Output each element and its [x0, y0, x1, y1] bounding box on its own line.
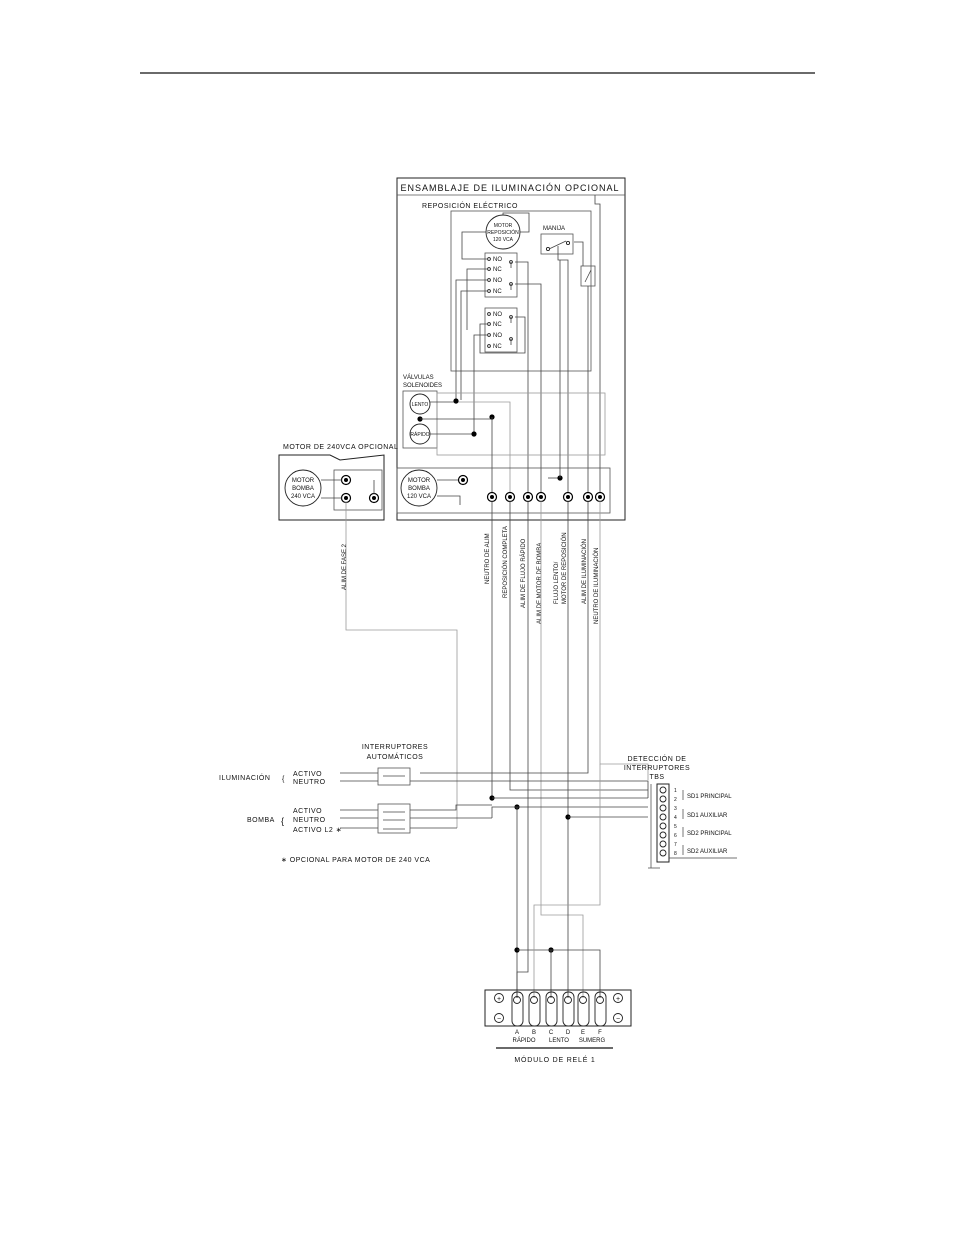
phase-2-label: ALIM DE FASE 2 [342, 543, 348, 590]
reset-relay-2 [485, 308, 517, 352]
relay-terminals [512, 992, 606, 1026]
lighting-active: ACTIVO [293, 771, 323, 778]
tbs-terminal-1: 1 [674, 788, 677, 794]
relay-module [485, 990, 631, 1064]
svg-text:NC: NC [493, 289, 502, 295]
pump-active: ACTIVO [293, 808, 323, 815]
wire-label-full-reset: REPOSICIÓN COMPLETA [503, 526, 509, 598]
optional-lighting-assembly [397, 178, 625, 520]
tbs-terminal-5: 5 [674, 824, 677, 830]
svg-text:NO: NO [493, 257, 502, 263]
lighting-assembly-title: ENSAMBLAJE DE ILUMINACIÓN OPCIONAL [400, 183, 620, 193]
manual-switch [541, 234, 573, 254]
relay-letter-a: A [514, 1030, 520, 1036]
tbs-terminal-2: 2 [674, 797, 677, 803]
pump-label: BOMBA [247, 817, 275, 824]
relay-letter-c: C [548, 1030, 554, 1036]
svg-text:NC: NC [493, 322, 502, 328]
svg-text:NC: NC [493, 344, 502, 350]
reset-motor-line-3: 120 VCA [492, 237, 514, 243]
reset-motor-line-1: MOTOR [493, 223, 513, 229]
slow-valve-label: LENTO [411, 402, 429, 408]
svg-text:+: + [496, 996, 502, 1003]
tbs-terminal-6: 6 [674, 833, 677, 839]
wire-label-reset-motor: MOTOR DE REPOSICIÓN [562, 532, 568, 604]
tbs-terminal-4: 4 [674, 815, 677, 821]
pump-motor-120-line-1: MOTOR [407, 478, 431, 484]
valves-label-line-2: SOLENOIDES [403, 383, 443, 389]
pump-motor-240-line-3: 240 VCA [290, 494, 316, 500]
relay-letter-b: B [531, 1030, 537, 1036]
svg-text:+: + [615, 996, 621, 1003]
lighting-brace: { [282, 776, 285, 783]
pump-motor-240-line-2: BOMBA [292, 486, 314, 492]
valves-label-line-1: VÁLVULAS [403, 375, 434, 381]
fast-valve-label: RÁPIDO [410, 432, 430, 438]
relay-word-fast: RÁPIDO [512, 1038, 536, 1044]
pump-active-l2: ACTIVO L2 ∗ [293, 827, 343, 834]
lighting-neutral: NEUTRO [293, 779, 326, 786]
pump-motor-120-line-3: 120 VCA [406, 494, 432, 500]
reset-motor-line-2: REPOSICIÓN [487, 230, 519, 236]
tbs-terminal-7: 7 [674, 842, 677, 848]
switch-detection [624, 754, 737, 868]
detection-title-line-2: INTERRUPTORES [623, 765, 691, 772]
svg-text:−: − [615, 1016, 621, 1023]
pump-neutral: NEUTRO [293, 817, 326, 824]
wire-labels [485, 526, 600, 624]
wire-label-pump-motor: ALIM DE MOTOR DE BOMBA [537, 542, 543, 624]
svg-text:NC: NC [493, 267, 502, 273]
relay-module-body [485, 990, 631, 1026]
tbs-terminal-3: 3 [674, 806, 677, 812]
wire-label-fast-flow: ALIM DE FLUJO RÁPIDO [521, 538, 527, 608]
lighting-breaker [378, 768, 410, 785]
pump-motor-120-line-2: BOMBA [408, 486, 430, 492]
relay-module-title: MÓDULO DE RELÉ 1 [514, 1057, 596, 1064]
wire-label-neutral: NEUTRO DE ALIM [485, 533, 491, 584]
relay-word-slow: LENTO [549, 1038, 569, 1044]
pump-brace: { [281, 816, 285, 826]
pump-motor-240-line-1: MOTOR [291, 478, 315, 484]
detection-title-line-3: TBS [649, 774, 665, 781]
sd1-principal: SD1 PRINCIPAL [687, 794, 732, 800]
sd2-principal: SD2 PRINCIPAL [687, 831, 732, 837]
circuit-breakers [219, 744, 430, 864]
wire-label-lighting-neutral: NEUTRO DE ILUMINACIÓN [594, 547, 600, 624]
svg-text:NO: NO [493, 312, 502, 318]
lighting-label: ILUMINACIÓN [219, 775, 271, 782]
relay-word-submerge: SUMERG [578, 1038, 606, 1044]
breakers-title-line-1: INTERRUPTORES [361, 744, 429, 751]
tbs-terminal-8: 8 [674, 851, 677, 857]
svg-text:NO: NO [493, 278, 502, 284]
relay-letter-d: D [565, 1030, 571, 1036]
footnote-240: ∗ OPCIONAL PARA MOTOR DE 240 VCA [281, 857, 431, 864]
sd1-auxiliar: SD1 AUXILIAR [687, 813, 728, 819]
motor-240-title: MOTOR DE 240VCA OPCIONAL [283, 444, 399, 451]
electric-reset-label: REPOSICIÓN ELÉCTRICO [422, 203, 518, 210]
svg-text:NO: NO [493, 333, 502, 339]
relay-letter-f: F [598, 1030, 602, 1036]
detection-title-line-1: DETECCIÓN DE [627, 756, 687, 763]
breakers-title-line-2: AUTOMÁTICOS [366, 754, 424, 761]
svg-text:−: − [496, 1016, 502, 1023]
manual-switch-label: MANIJA [543, 226, 566, 232]
reset-relay-1 [485, 253, 517, 297]
wire-label-slow-flow: FLUJO LENTO/ [554, 561, 560, 604]
sd2-auxiliar: SD2 AUXILIAR [687, 849, 728, 855]
wire-label-lighting-power: ALIM DE ILUMINACIÓN [582, 538, 588, 604]
relay-letter-e: E [580, 1030, 586, 1036]
